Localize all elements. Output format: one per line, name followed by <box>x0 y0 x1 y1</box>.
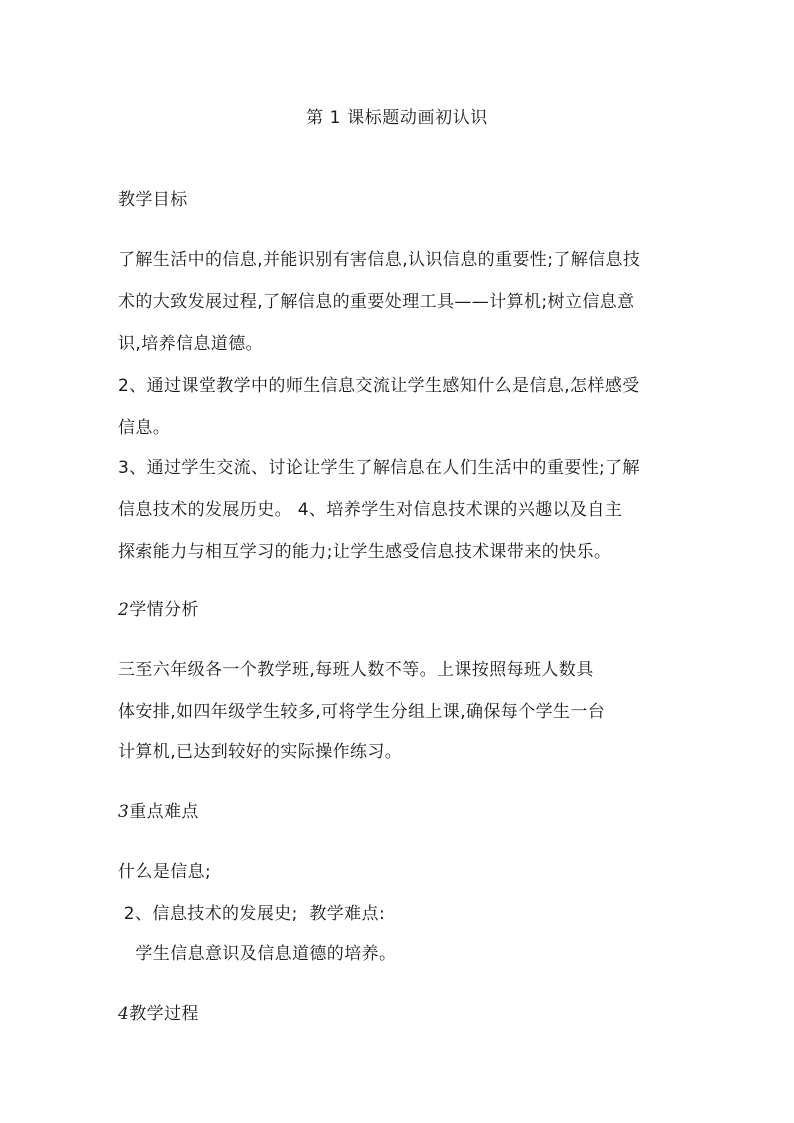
section-heading-learner-analysis <box>118 598 199 622</box>
section-heading-teaching-process <box>118 1002 199 1026</box>
section-number: 2 <box>118 600 130 620</box>
paragraph-line: 3、通过学生交流、讨论让学生了解信息在人们生活中的重要性;了解 <box>118 458 640 478</box>
paragraph-line: 探索能力与相互学习的能力;让学生感受信息技术课带来的快乐。 <box>118 542 612 562</box>
paragraph-line: 了解生活中的信息,并能识别有害信息,认识信息的重要性;了解信息技 <box>118 250 641 270</box>
paragraph-line: 信息。 <box>118 418 171 438</box>
section-heading-objectives: 教学目标 <box>118 190 188 210</box>
section-number: 3 <box>118 802 130 822</box>
paragraph-line: 术的大致发展过程,了解信息的重要处理工具——计算机;树立信息意 <box>118 292 635 312</box>
section-heading-key-points <box>118 800 199 824</box>
section-heading-text: 重点难点 <box>129 802 199 822</box>
paragraph-line: 2、通过课堂教学中的师生信息交流让学生感知什么是信息,怎样感受 <box>118 376 640 396</box>
section-number: 4 <box>118 1004 130 1024</box>
paragraph-line: 识,培养信息道德。 <box>118 334 264 354</box>
document-title: 第 1 课标题动画初认识 <box>306 108 488 128</box>
paragraph-line: 体安排,如四年级学生较多,可将学生分组上课,确保每个学生一台 <box>118 702 606 722</box>
section-heading-text: 学情分析 <box>129 600 199 620</box>
paragraph-line: 计算机,已达到较好的实际操作练习。 <box>118 742 403 762</box>
section-heading-text: 教学过程 <box>129 1004 199 1024</box>
paragraph-line: 2、信息技术的发展史; 教学难点: <box>118 904 386 924</box>
paragraph-line: 什么是信息; <box>118 862 212 882</box>
paragraph-line: 学生信息意识及信息道德的培养。 <box>118 944 397 964</box>
paragraph-line: 三至六年级各一个教学班,每班人数不等。上课按照每班人数具 <box>118 660 594 680</box>
paragraph-line: 信息技术的发展历史。 4、培养学生对信息技术课的兴趣以及自主 <box>118 500 623 520</box>
